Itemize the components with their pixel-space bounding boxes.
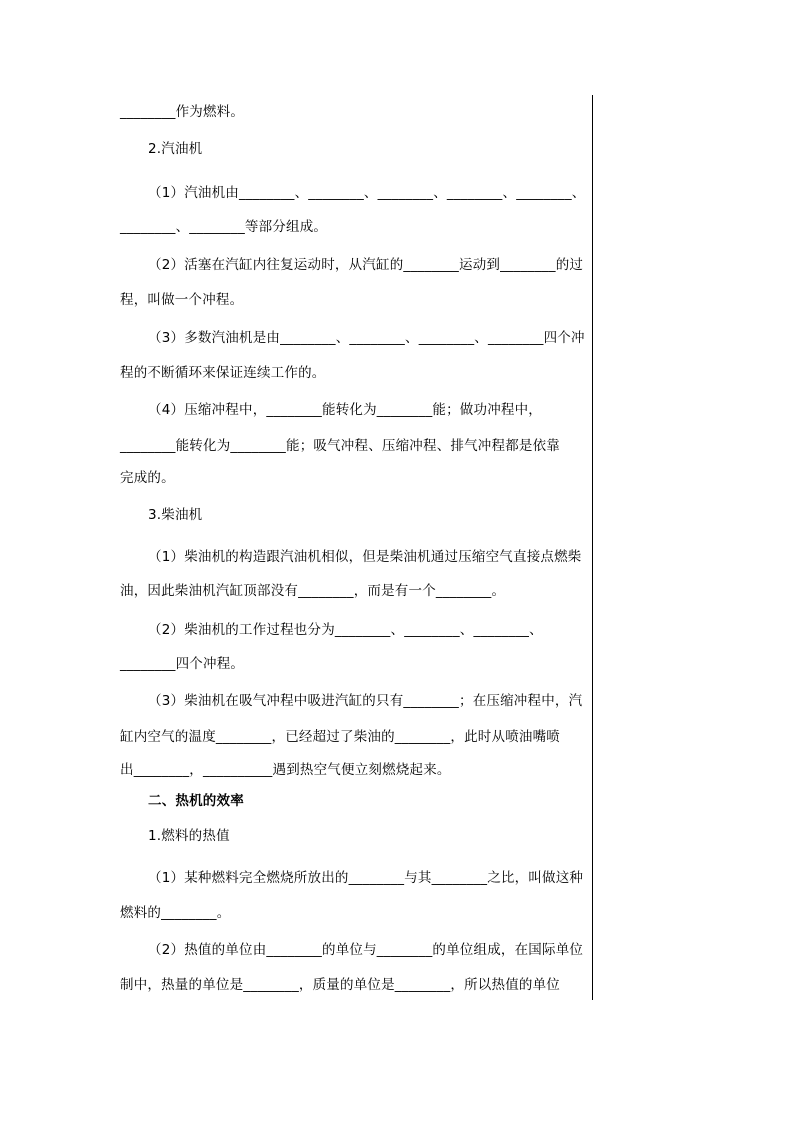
text-line: 出________，__________遇到热空气便立刻燃烧起来。 [120,762,451,778]
text-line: ________能转化为________能；吸气冲程、压缩冲程、排气冲程都是依靠 [120,438,560,454]
text-line: ________、________等部分组成。 [120,219,328,235]
text-line: 燃料的________。 [120,905,231,921]
section-title: 3.柴油机 [148,507,203,523]
text-line: （1）某种燃料完全燃烧所放出的________与其________之比，叫做这种 [148,870,584,886]
section-title: 2.汽油机 [148,141,203,157]
text-line: （3）柴油机在吸气冲程中吸进汽缸的只有________；在压缩冲程中，汽 [148,693,583,709]
text-line: 制中，热量的单位是________，质量的单位是________，所以热值的单位 [120,977,560,993]
text-line: 完成的。 [120,470,175,486]
margin-rule [592,95,593,1000]
text-line: ________四个冲程。 [120,656,245,672]
text-line: （3）多数汽油机是由________、________、________、________四个冲 [148,330,585,346]
text-line: 程，叫做一个冲程。 [120,292,244,308]
text-line: （2）活塞在汽缸内往复运动时，从汽缸的________运动到________的过 [148,257,584,273]
section-heading: 二、热机的效率 [148,793,244,809]
text-line: （1）柴油机的构造跟汽油机相似，但是柴油机通过压缩空气直接点燃柴 [148,549,582,565]
text-line: 程的不断循环来保证连续工作的。 [120,365,326,381]
text-line: （4）压缩冲程中，________能转化为________能；做功冲程中， [148,402,542,418]
text-line: （2）柴油机的工作过程也分为________、________、________、 [148,622,543,638]
text-line: ________作为燃料。 [120,104,245,120]
section-title: 1.燃料的热值 [148,828,230,844]
text-line: 油，因此柴油机汽缸顶部没有________，而是有一个________。 [120,583,506,599]
text-line: （1）汽油机由________、________、________、________、________、 [148,185,586,201]
text-line: 缸内空气的温度________，已经超过了柴油的________，此时从喷油嘴喷 [120,729,560,745]
text-line: （2）热值的单位由________的单位与________的单位组成，在国际单位 [148,942,584,958]
